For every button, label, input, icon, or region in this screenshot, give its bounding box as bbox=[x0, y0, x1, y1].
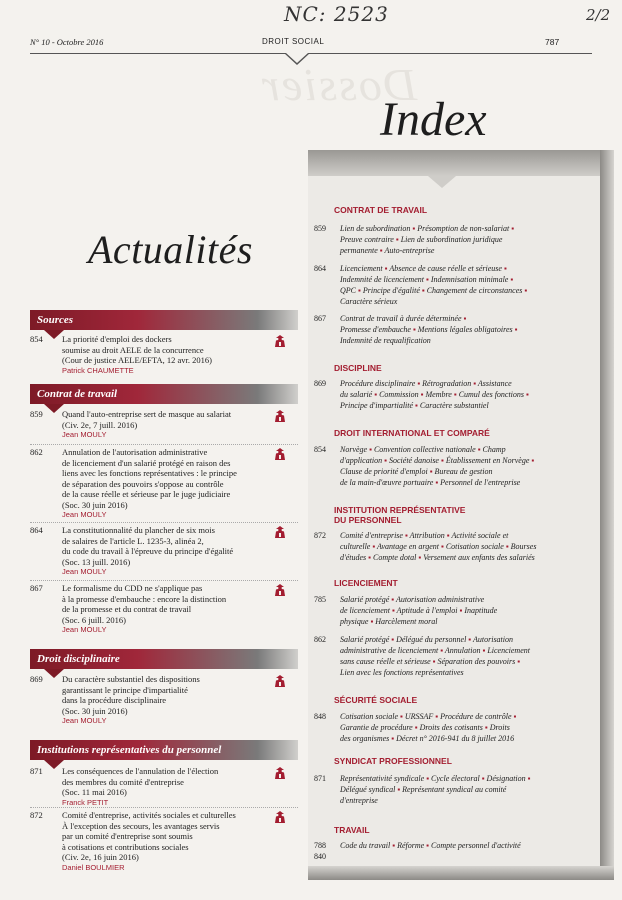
index-entry-keywords: Comité d'entreprise ▪ Attribution ▪ Activité sociale et culturelle ▪ Avantage en argent ▪ Cotisation sociale ▪ Bourses d'études ▪ Compte dotal ▪ Versement aux enfants des salariés bbox=[340, 531, 537, 562]
index-entry-keywords: Représentativité syndicale ▪ Cycle électoral ▪ Désignation ▪ Délégué syndical ▪ Représentant syndical au comité d'entreprise bbox=[340, 774, 531, 805]
judge-icon bbox=[273, 810, 287, 824]
index-entry-page: 864 bbox=[314, 264, 326, 273]
index-section-heading: LICENCIEMENT bbox=[334, 578, 398, 588]
issue-label: N° 10 - Octobre 2016 bbox=[30, 37, 104, 47]
article-page-number: 867 bbox=[30, 583, 43, 593]
actualites-section-band: Institutions représentatives du personnel bbox=[30, 740, 298, 760]
index-entry-page: 788 840 bbox=[314, 841, 326, 861]
article-title: Les conséquences de l'annulation de l'élection des membres du comité d'entreprise (Soc. 11 mai 2016) Franck PETIT bbox=[62, 766, 272, 807]
article-author: Jean MOULY bbox=[62, 625, 107, 634]
article-divider bbox=[30, 807, 298, 808]
article-author: Jean MOULY bbox=[62, 716, 107, 725]
judge-icon bbox=[273, 447, 287, 461]
page-number: 787 bbox=[545, 37, 560, 47]
handwritten-page-count: 2/2 bbox=[586, 6, 611, 24]
index-entry-keywords: Contrat de travail à durée déterminée ▪ Promesse d'embauche ▪ Mentions légales obligatoires ▪ Indemnité de requalification bbox=[340, 314, 518, 345]
index-title: Index bbox=[380, 93, 487, 146]
index-entry-keywords: Lien de subordination ▪ Présomption de non-salariat ▪ Preuve contraire ▪ Lien de subordination juridique permanente ▪ Auto-entreprise bbox=[340, 224, 515, 255]
index-entry-keywords: Code du travail ▪ Réforme ▪ Compte personnel d'activité bbox=[340, 841, 521, 850]
article-title: Comité d'entreprise, activités sociales et culturelles À l'exception des secours, les avantages servis par un comité d'entreprise sont soumis à cotisations et contributions sociales (Civ. 2e, 16 juin 2016) Daniel BOULMIER bbox=[62, 810, 272, 872]
article-page-number: 862 bbox=[30, 447, 43, 457]
header-rule bbox=[30, 53, 592, 54]
article-page-number: 871 bbox=[30, 766, 43, 776]
index-entry-keywords: Norvège ▪ Convention collective nationale ▪ Champ d'application ▪ Société danoise ▪ Établissement en Norvège ▪ Clause de priorité d'emploi ▪ Bureau de gestion de la main-d'œuvre portuaire ▪ Personnel de l'entreprise bbox=[340, 445, 535, 487]
actualites-title: Actualités bbox=[88, 227, 253, 272]
index-entry-page: 872 bbox=[314, 531, 326, 540]
article-title: Le formalisme du CDD ne s'applique pas à la promesse d'embauche : encore la distinction de la promesse et du contrat de travail (Soc. 6 juill. 2016) Jean MOULY bbox=[62, 583, 272, 634]
article-title: Annulation de l'autorisation administrative de licenciement d'un salarié protégé en raison des liens avec les fonctions représentatives : le principe de séparation des pouvoirs s'oppose au contrôle de la cause réelle et sérieuse par le juge judiciaire (Soc. 30 juin 2016) Jean MOULY bbox=[62, 447, 272, 519]
index-section-heading: TRAVAIL bbox=[334, 825, 370, 835]
article-page-number: 864 bbox=[30, 525, 43, 535]
article-title: La priorité d'emploi des dockers soumise au droit AELE de la concurrence (Cour de justice AELE/EFTA, 12 avr. 2016) Patrick CHAUMETTE bbox=[62, 334, 272, 375]
article-page-number: 869 bbox=[30, 674, 43, 684]
article-title: Quand l'auto-entreprise sert de masque au salariat (Civ. 2e, 7 juill. 2016) Jean MOULY bbox=[62, 409, 272, 439]
journal-title: DROIT SOCIAL bbox=[262, 37, 325, 46]
index-panel-shadow bbox=[600, 150, 614, 880]
article-divider bbox=[30, 580, 298, 581]
index-section-heading: CONTRAT DE TRAVAIL bbox=[334, 205, 428, 215]
article-divider bbox=[30, 522, 298, 523]
article-author: Franck PETIT bbox=[62, 797, 109, 807]
actualites-section-band: Droit disciplinaire bbox=[30, 649, 298, 669]
article-page-number: 872 bbox=[30, 810, 43, 820]
actualites-section-band: Contrat de travail bbox=[30, 384, 298, 404]
judge-icon bbox=[273, 583, 287, 597]
index-entry-page: 859 bbox=[314, 224, 326, 233]
judge-icon bbox=[273, 766, 287, 780]
article-author: Jean MOULY bbox=[62, 430, 107, 439]
article-author: Patrick CHAUMETTE bbox=[62, 365, 134, 375]
article-divider bbox=[30, 444, 298, 445]
index-entry-page: 871 bbox=[314, 774, 326, 783]
judge-icon bbox=[273, 525, 287, 539]
index-section-heading: SÉCURITÉ SOCIALE bbox=[334, 695, 418, 705]
index-panel-top bbox=[308, 150, 600, 176]
index-entry-keywords: Procédure disciplinaire ▪ Rétrogradation ▪ Assistance du salarié ▪ Commission ▪ Membre ▪ Cumul des fonctions ▪ Principe d'impartialité ▪ Caractère substantiel bbox=[340, 379, 529, 410]
index-entry-keywords: Licenciement ▪ Absence de cause réelle et sérieuse ▪ Indemnité de licenciement ▪ Indemnisation minimale ▪ QPC ▪ Principe d'égalité ▪ Changement de circonstances ▪ Caractère sérieux bbox=[340, 264, 528, 306]
judge-icon bbox=[273, 674, 287, 688]
index-entry-page: 862 bbox=[314, 635, 326, 644]
actualites-section-band: Sources bbox=[30, 310, 298, 330]
index-entry-page: 867 bbox=[314, 314, 326, 323]
article-page-number: 854 bbox=[30, 334, 43, 344]
handwritten-reference: NC: 2523 bbox=[284, 2, 389, 26]
article-title: La constitutionnalité du plancher de six mois de salaires de l'article L. 1235-3, alinéa 2, du code du travail à l'épreuve du principe d'égalité (Soc. 13 juill. 2016) Jean MOULY bbox=[62, 525, 272, 576]
judge-icon bbox=[273, 409, 287, 423]
index-section-heading: SYNDICAT PROFESSIONNEL bbox=[334, 756, 452, 766]
article-author: Jean MOULY bbox=[62, 567, 107, 576]
article-author: Daniel BOULMIER bbox=[62, 862, 125, 872]
index-entry-keywords: Salarié protégé ▪ Délégué du personnel ▪ Autorisation administrative de licenciement ▪ Annulation ▪ Licenciement sans cause réelle et sérieuse ▪ Séparation des pouvoirs ▪ Lien avec les fonctions représentatives bbox=[340, 635, 530, 677]
index-entry-page: 848 bbox=[314, 712, 326, 721]
judge-icon bbox=[273, 334, 287, 348]
index-entry-keywords: Cotisation sociale ▪ URSSAF ▪ Procédure de contrôle ▪ Garantie de procédure ▪ Droits des cotisants ▪ Droits des organismes ▪ Décret n° 2016-941 du 8 juillet 2016 bbox=[340, 712, 517, 743]
index-section-heading: DISCIPLINE bbox=[334, 363, 382, 373]
bleed-through-text: Dossier bbox=[260, 59, 418, 110]
index-entry-page: 785 bbox=[314, 595, 326, 604]
article-page-number: 859 bbox=[30, 409, 43, 419]
index-section-heading: INSTITUTION REPRÉSENTATIVE DU PERSONNEL bbox=[334, 505, 466, 525]
index-entry-page: 854 bbox=[314, 445, 326, 454]
index-section-heading: DROIT INTERNATIONAL ET COMPARÉ bbox=[334, 428, 490, 438]
index-entry-keywords: Salarié protégé ▪ Autorisation administrative de licenciement ▪ Aptitude à l'emploi ▪ Inaptitude physique ▪ Harcèlement moral bbox=[340, 595, 498, 626]
index-entry-page: 869 bbox=[314, 379, 326, 388]
article-author: Jean MOULY bbox=[62, 510, 107, 519]
article-title: Du caractère substantiel des dispositions garantissant le principe d'impartialité dans la procédure disciplinaire (Soc. 30 juin 2016) Jean MOULY bbox=[62, 674, 272, 725]
